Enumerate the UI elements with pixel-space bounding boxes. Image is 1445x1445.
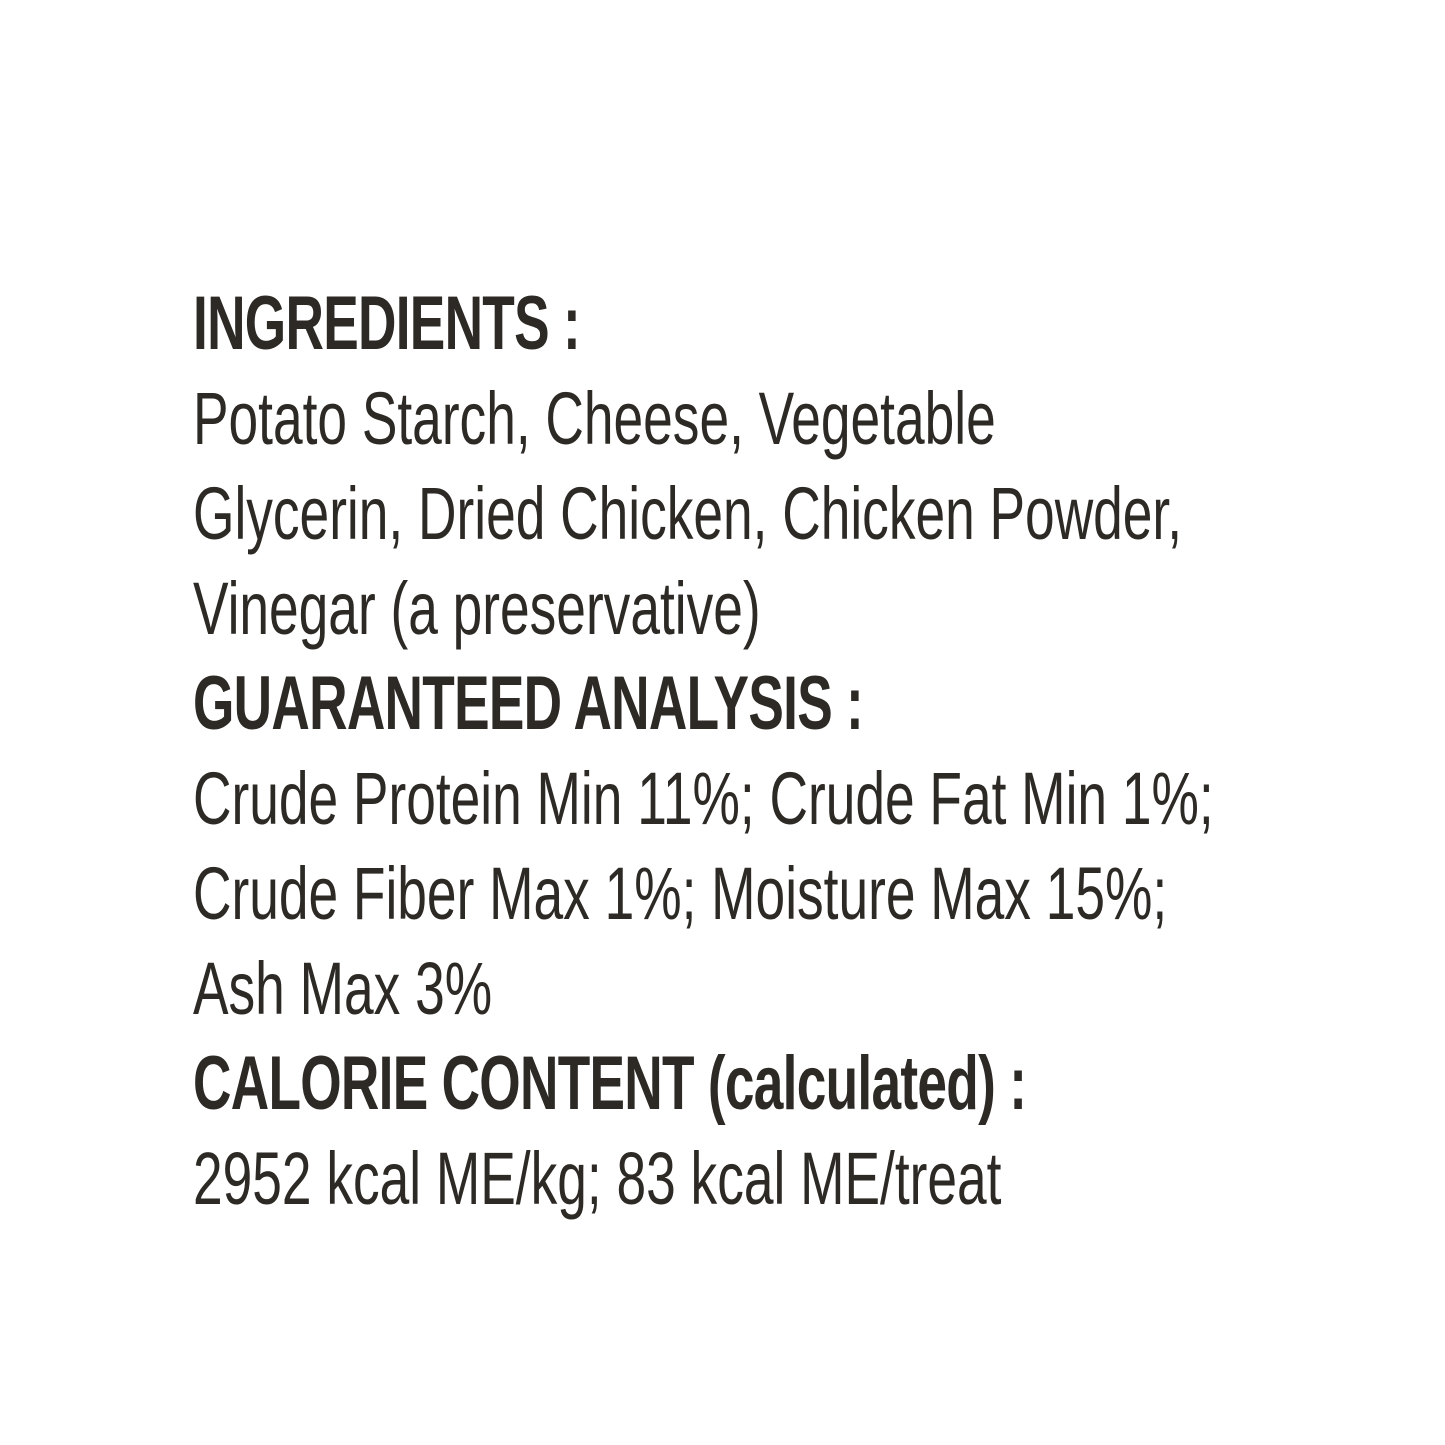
nutrition-label bbox=[193, 276, 1393, 1226]
guaranteed-analysis-line-1: Crude Protein Min 11%; Crude Fat Min 1%; bbox=[193, 757, 1214, 840]
ingredients-line-3: Vinegar (a preservative) bbox=[193, 567, 761, 650]
calorie-content-line-1: 2952 kcal ME/kg; 83 kcal ME/treat bbox=[193, 1137, 1002, 1220]
ingredients-line-2: Glycerin, Dried Chicken, Chicken Powder, bbox=[193, 472, 1183, 555]
guaranteed-analysis-line-2: Crude Fiber Max 1%; Moisture Max 15%; bbox=[193, 852, 1168, 935]
guaranteed-analysis-line-3: Ash Max 3% bbox=[193, 947, 493, 1030]
ingredients-section bbox=[193, 276, 1393, 656]
calorie-content-section bbox=[193, 1036, 1393, 1226]
calorie-content-heading: CALORIE CONTENT (calculated) : bbox=[193, 1041, 1027, 1126]
guaranteed-analysis-section bbox=[193, 656, 1393, 1036]
guaranteed-analysis-heading: GUARANTEED ANALYSIS : bbox=[193, 661, 864, 746]
ingredients-line-1: Potato Starch, Cheese, Vegetable bbox=[193, 377, 996, 460]
ingredients-heading: INGREDIENTS : bbox=[193, 281, 580, 366]
